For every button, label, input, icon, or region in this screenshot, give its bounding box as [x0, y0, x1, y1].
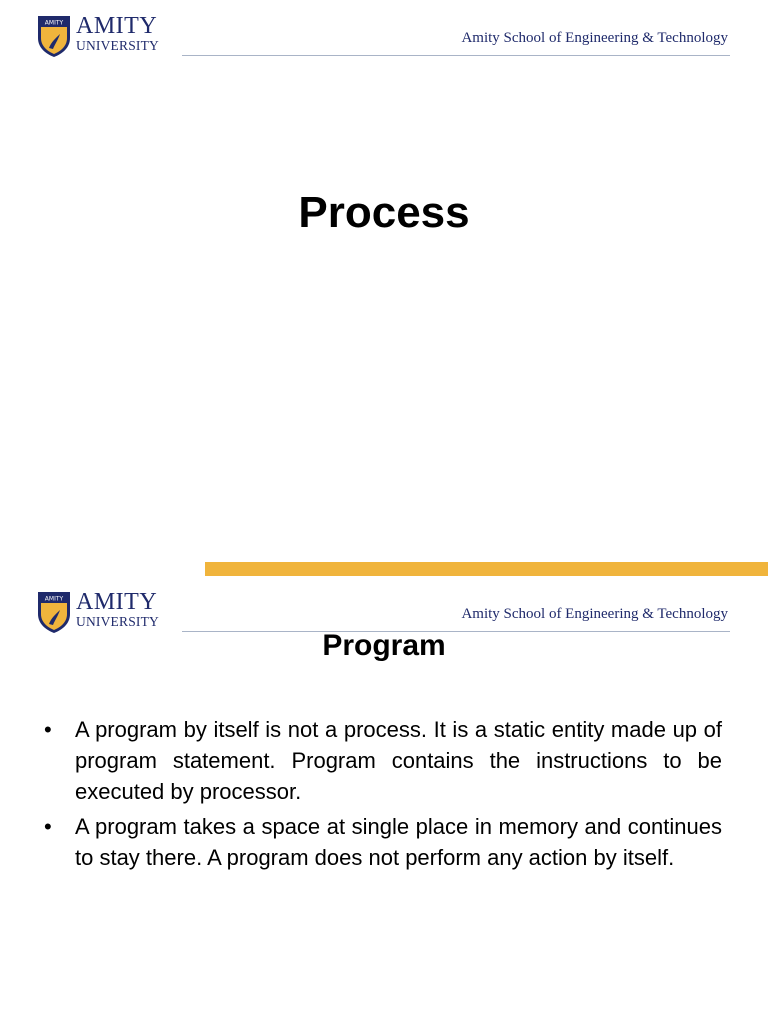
shield-crest-icon [36, 590, 72, 634]
school-name: Amity School of Engineering & Technology [461, 30, 728, 46]
slide-2 [0, 576, 768, 1024]
slide-title: Process [298, 188, 470, 237]
amity-logo [36, 590, 176, 634]
school-name: Amity School of Engineering & Technology [461, 606, 728, 622]
logo-subtitle: UNIVERSITY [76, 614, 159, 629]
header-rule [182, 55, 730, 56]
bullet-icon: • [44, 717, 52, 742]
logo-wordmark: AMITY [76, 13, 158, 39]
bullet-list [44, 714, 722, 877]
amity-logo [36, 14, 176, 58]
list-item [44, 811, 722, 873]
slide-divider-bar [205, 562, 768, 576]
slide-title: Program [322, 629, 446, 662]
crest-text: AMITY [44, 19, 64, 27]
logo-subtitle: UNIVERSITY [76, 38, 159, 53]
shield-crest-icon [36, 14, 72, 58]
bullet-text: A program takes a space at single place in memory and continues to stay there. A program does not perform any action by itself. [75, 814, 722, 870]
crest-text: AMITY [44, 595, 64, 603]
list-item [44, 714, 722, 807]
bullet-text: A program by itself is not a process. It is a static entity made up of program statement. Program contains the instructions to be executed by processor. [75, 717, 722, 804]
logo-wordmark: AMITY [76, 589, 158, 615]
bullet-icon: • [44, 814, 52, 839]
